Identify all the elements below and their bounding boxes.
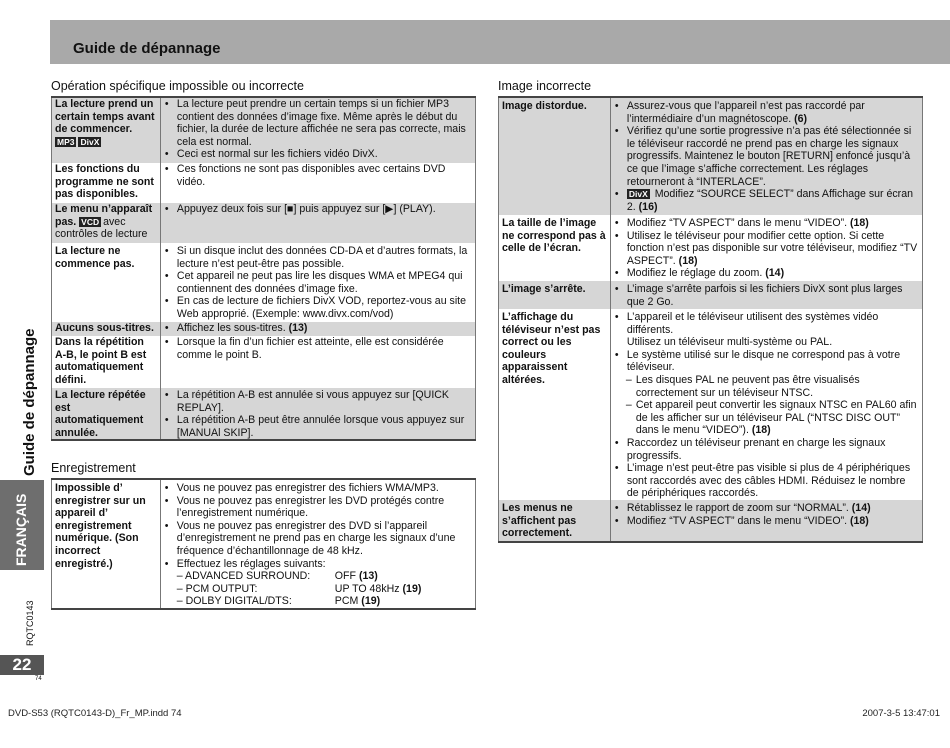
divx-tag: DivX	[80, 136, 100, 147]
page-number: 22	[0, 655, 44, 675]
solution-item: • Modifiez “TV ASPECT” dans le menu “VIDEO”. (18)	[614, 515, 919, 528]
setting-value: OFF (13)	[334, 570, 378, 583]
setting-value: UP TO 48kHz (19)	[334, 582, 422, 595]
solution-item: • Affichez les sous-titres. (13)	[164, 322, 472, 335]
solution-item: • DivX Modifiez “SOURCE SELECT” dans Affichage sur écran 2. (16)	[614, 188, 919, 213]
setting-value: PCM (19)	[334, 595, 381, 608]
document-code: RQTC0143	[25, 600, 35, 646]
solution-item: • L’appareil et le téléviseur utilisent des systèmes vidéo différents. Utilisez un téléviseur multi-système ou PAL.	[614, 311, 919, 349]
section-title-recording: Enregistrement	[51, 461, 136, 475]
problem-text: La taille de l’image ne correspond pas à celle de l’écran.	[499, 215, 611, 281]
solution-item: • Appuyez deux fois sur [■] puis appuyez sur [▶] (PLAY).	[164, 203, 472, 216]
solution-item: • Ces fonctions ne sont pas disponibles avec certains DVD vidéo.	[164, 163, 472, 188]
solution-item: • Raccordez un téléviseur prenant en charge les signaux progressifs.	[614, 437, 919, 462]
table-row	[52, 97, 476, 163]
table-row	[52, 388, 476, 440]
solution-item: • Vous ne pouvez pas enregistrer des DVD si l’appareil d’enregistrement ne prend pas en charge les signaux d’une fréquence d’échantillonnage de 48 kHz.	[164, 520, 472, 558]
problem-text: La lecture ne commence pas.	[52, 243, 161, 322]
solution-item: • Lorsque la fin d’un fichier est atteinte, elle est considérée comme le point B.	[164, 336, 472, 361]
table-row	[52, 163, 476, 203]
setting-name: – PCM OUTPUT:	[176, 582, 258, 595]
table-row	[52, 243, 476, 322]
problem-text: Les fonctions du programme ne sont pas disponibles.	[52, 163, 161, 203]
vcd-tag: VCD	[81, 216, 100, 227]
problem-text-suffix: avec contrôles de lecture	[55, 215, 148, 241]
footer-timestamp: 2007-3-5 13:47:01	[862, 708, 940, 719]
table-row	[52, 203, 476, 243]
setting-name: – DOLBY DIGITAL/DTS:	[176, 595, 292, 608]
solution-item: • Vérifiez qu’une sortie progressive n’a pas été sélectionnée si le téléviseur raccordé ne prend pas en charge les signaux progressifs. Maintenez le bouton [RETURN] enfoncé jusqu’à ce que l’image s’affiche correctement. Les réglages retourneront à “INTERLACE”.	[614, 125, 919, 188]
solution-item: • L’image n’est peut-être pas visible si plus de 4 périphériques sont raccordés avec des câbles HDMI. Réduisez le nombre de périphériques raccordés.	[614, 462, 919, 500]
solution-item: • Effectuez les réglages suivants:	[164, 558, 472, 571]
problem-text: Dans la répétition A-B, le point B est automatiquement défini.	[52, 336, 161, 388]
solution-subitem: – Les disques PAL ne peuvent pas être visualisés correctement sur un téléviseur NTSC.	[614, 374, 919, 399]
setting-name: – ADVANCED SURROUND:	[176, 570, 311, 583]
solution-item: • Modifiez “TV ASPECT” dans le menu “VIDEO”. (18)	[614, 217, 919, 230]
page-title: Guide de dépannage	[73, 40, 221, 57]
small-page-number: 74	[35, 676, 42, 682]
table-row	[52, 479, 476, 609]
solution-item: • Utilisez le téléviseur pour modifier cette option. Si cette fonction n’est pas disponible sur votre téléviseur, modifiez “TV ASPECT”. (18)	[614, 230, 919, 268]
problem-text: L’affichage du téléviseur n’est pas correct ou les couleurs apparaissent altérées.	[499, 309, 611, 500]
table-row	[499, 309, 923, 500]
solution-item: • Ceci est normal sur les fichiers vidéo DivX.	[164, 148, 472, 161]
solution-item: • Cet appareil ne peut pas lire les disques WMA et MPEG4 qui contiennent des données d’image fixe.	[164, 270, 472, 295]
solution-item: • La répétition A-B est annulée si vous appuyez sur [QUICK REPLAY].	[164, 389, 472, 414]
solution-item: • Assurez-vous que l’appareil n’est pas raccordé par l’intermédiaire d’un magnétoscope. (6)	[614, 100, 919, 125]
language-label: FRANÇAIS	[13, 493, 29, 566]
solution-item: • En cas de lecture de fichiers DivX VOD, reportez-vous au site Web approprié. (Exemple: www.divx.com/vod)	[164, 295, 472, 320]
table-row	[499, 500, 923, 542]
sidebar-chapter-title: Guide de dépannage	[21, 328, 38, 476]
divx-tag: DivX	[628, 189, 648, 200]
section-title-operation: Opération spécifique impossible ou incorrecte	[51, 79, 304, 93]
solution-item: • La lecture peut prendre un certain temps si un fichier MP3 contient des données d’image fixe. Même après le début du fichier, la durée de lecture affichée ne sera pas correcte, mais cela est normal.	[164, 98, 472, 148]
problem-text: La lecture prend un certain temps avant de commencer.	[55, 98, 155, 136]
problem-text: Les menus ne s’affichent pas correctement.	[499, 500, 611, 542]
solution-item: • Vous ne pouvez pas enregistrer des fichiers WMA/MP3.	[164, 482, 472, 495]
recording-table	[51, 478, 476, 610]
solution-subitem: – Cet appareil peut convertir les signaux NTSC en PAL60 afin de les afficher sur un téléviseur PAL (“NTSC DISC OUT” dans le menu “VIDEO”). (18)	[614, 399, 919, 437]
solution-item: • Modifiez le réglage du zoom. (14)	[614, 267, 919, 280]
section-title-image: Image incorrecte	[498, 79, 592, 93]
solution-item: • Vous ne pouvez pas enregistrer les DVD protégés contre l’enregistrement numérique.	[164, 495, 472, 520]
solution-item: • La répétition A-B peut être annulée lorsque vous appuyez sur [MANUAl SKIP].	[164, 414, 472, 439]
solution-item: • Si un disque inclut des données CD-DA et d’autres formats, la lecture n’est peut-être pas possible.	[164, 245, 472, 270]
solution-item: • Rétablissez le rapport de zoom sur “NORMAL”. (14)	[614, 502, 919, 515]
table-row	[499, 97, 923, 215]
footer-file-info: DVD-S53 (RQTC0143-D)_Fr_MP.indd 74	[8, 708, 182, 719]
problem-text: Aucuns sous-titres.	[52, 322, 161, 336]
operation-table	[51, 96, 476, 441]
solution-item: • L’image s’arrête parfois si les fichiers DivX sont plus larges que 2 Go.	[614, 283, 919, 308]
mp3-tag: MP3	[57, 136, 75, 147]
problem-text: Impossible d’ enregistrer sur un appareil d’ enregistrement numérique. (Son incorrect enregistré.)	[52, 479, 161, 609]
problem-text: Image distordue.	[499, 97, 611, 215]
table-row	[499, 281, 923, 309]
header-bar	[50, 20, 950, 64]
settings-list	[164, 570, 472, 608]
table-row	[52, 322, 476, 336]
problem-text: Le menu n’apparaît pas.	[55, 203, 153, 228]
problem-text: L’image s’arrête.	[499, 281, 611, 309]
problem-text: La lecture répétée est automatiquement annulée.	[52, 388, 161, 440]
solution-item: • Le système utilisé sur le disque ne correspond pas à votre téléviseur.	[614, 349, 919, 374]
table-row	[52, 336, 476, 388]
image-table	[498, 96, 923, 543]
table-row	[499, 215, 923, 281]
